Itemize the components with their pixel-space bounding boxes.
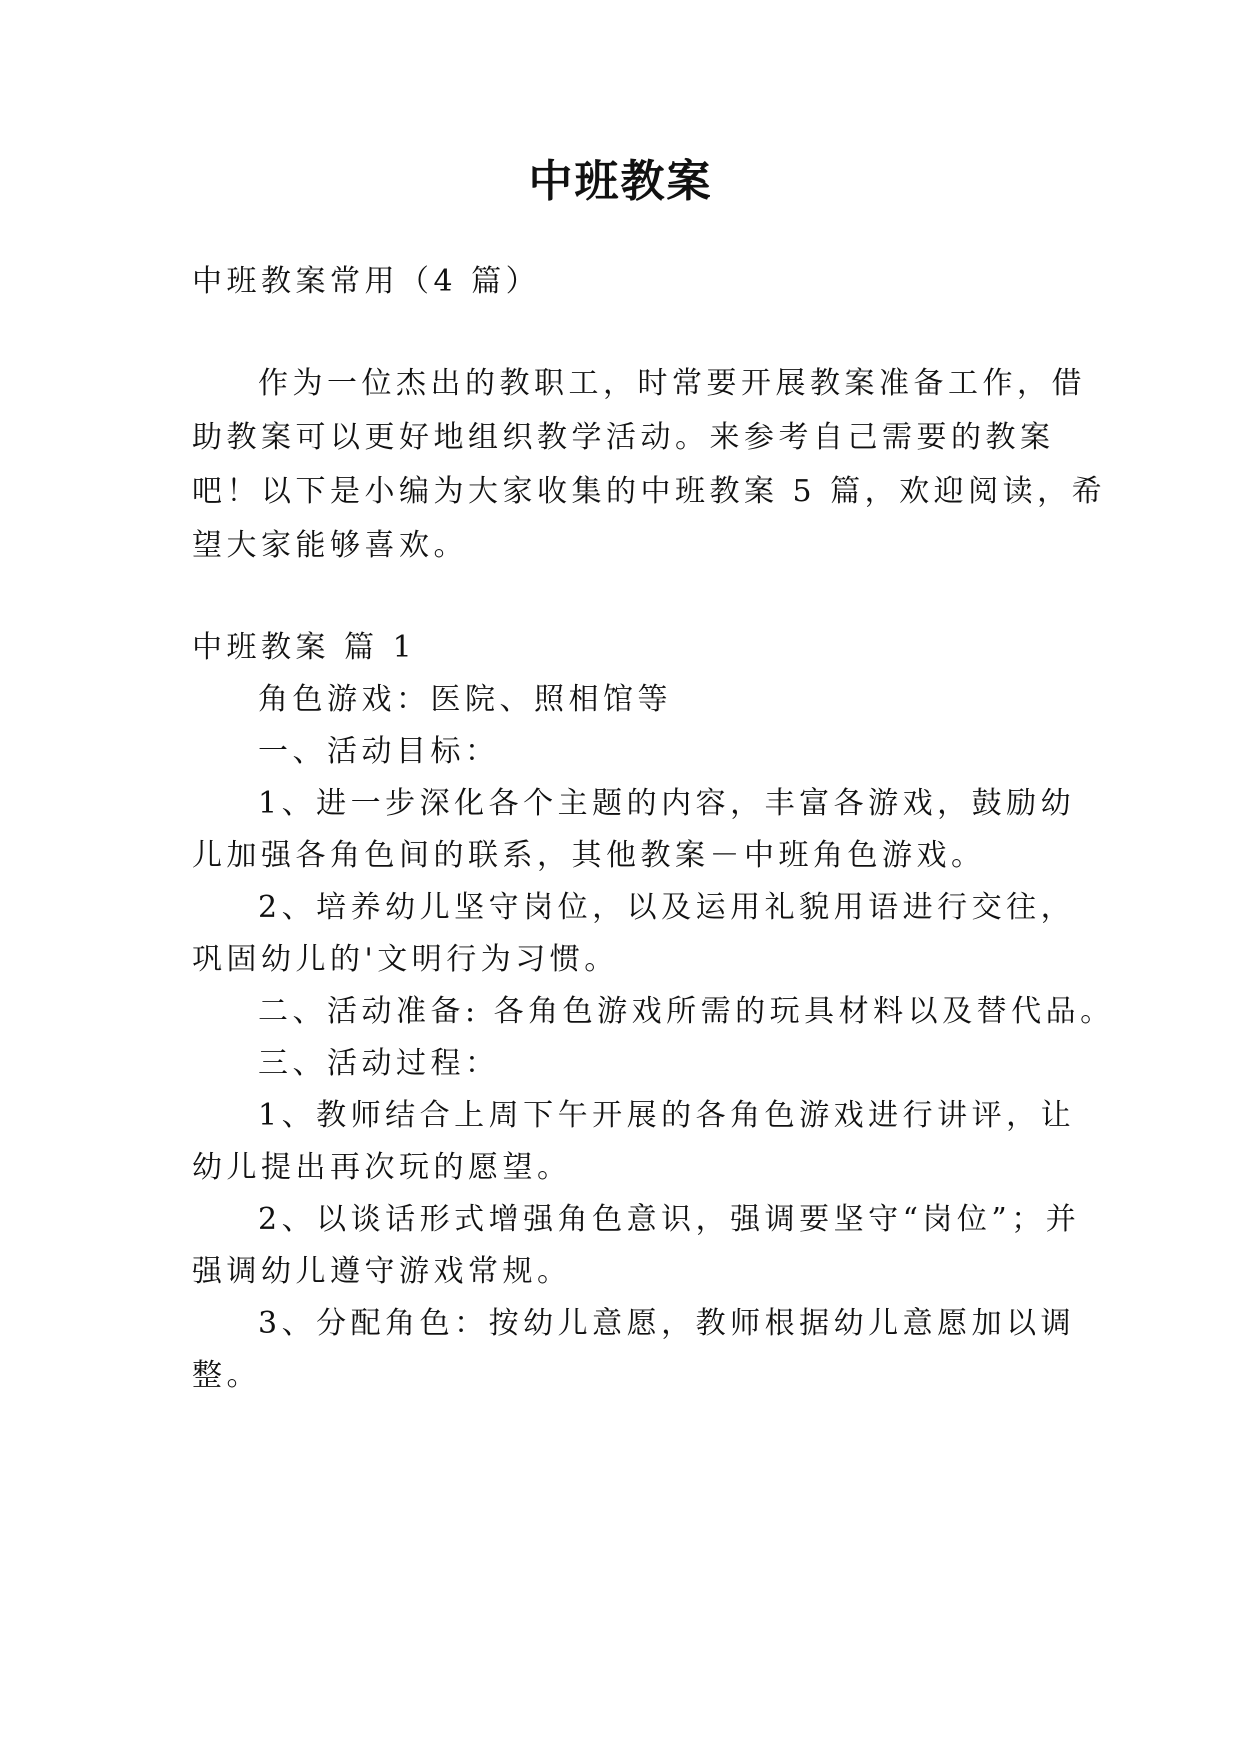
body-line-13: 3、分配角色：按幼儿意愿，教师根据幼儿意愿加以调 [258, 1306, 1076, 1341]
document-title: 中班教案 [528, 156, 713, 207]
body-line-12: 强调幼儿遵守游戏常规。 [192, 1254, 572, 1289]
body-line-7: 二、活动准备: 各角色游戏所需的玩具材料以及替代品。 [258, 994, 1115, 1029]
body-line-14: 整。 [192, 1358, 261, 1393]
body-line-4: 儿加强各角色间的联系，其他教案－中班角色游戏。 [192, 838, 986, 873]
intro-line-2: 助教案可以更好地组织教学活动。来参考自己需要的教案 [192, 420, 1055, 455]
intro-line-3: 吧！以下是小编为大家收集的中班教案 5 篇，欢迎阅读，希 [192, 474, 1107, 509]
body-line-8: 三、活动过程： [258, 1046, 500, 1081]
body-line-5: 2、培养幼儿坚守岗位，以及运用礼貌用语进行交往， [258, 890, 1076, 925]
body-line-6: 巩固幼儿的'文明行为习惯。 [192, 942, 619, 977]
body-line-10: 幼儿提出再次玩的愿望。 [192, 1150, 572, 1185]
body-line-9: 1、教师结合上周下午开展的各角色游戏进行讲评，让 [258, 1098, 1076, 1133]
body-line-2: 一、活动目标： [258, 734, 500, 769]
intro-line-4: 望大家能够喜欢。 [192, 528, 468, 563]
body-line-11: 2、以谈话形式增强角色意识，强调要坚守“岗位”；并 [258, 1202, 1081, 1237]
section-heading: 中班教案 篇 1 [192, 630, 417, 665]
document-subtitle: 中班教案常用（4 篇） [192, 264, 541, 299]
body-line-1: 角色游戏：医院、照相馆等 [258, 682, 672, 717]
intro-line-1: 作为一位杰出的教职工，时常要开展教案准备工作，借 [258, 366, 1086, 401]
body-line-3: 1、进一步深化各个主题的内容，丰富各游戏，鼓励幼 [258, 786, 1076, 821]
